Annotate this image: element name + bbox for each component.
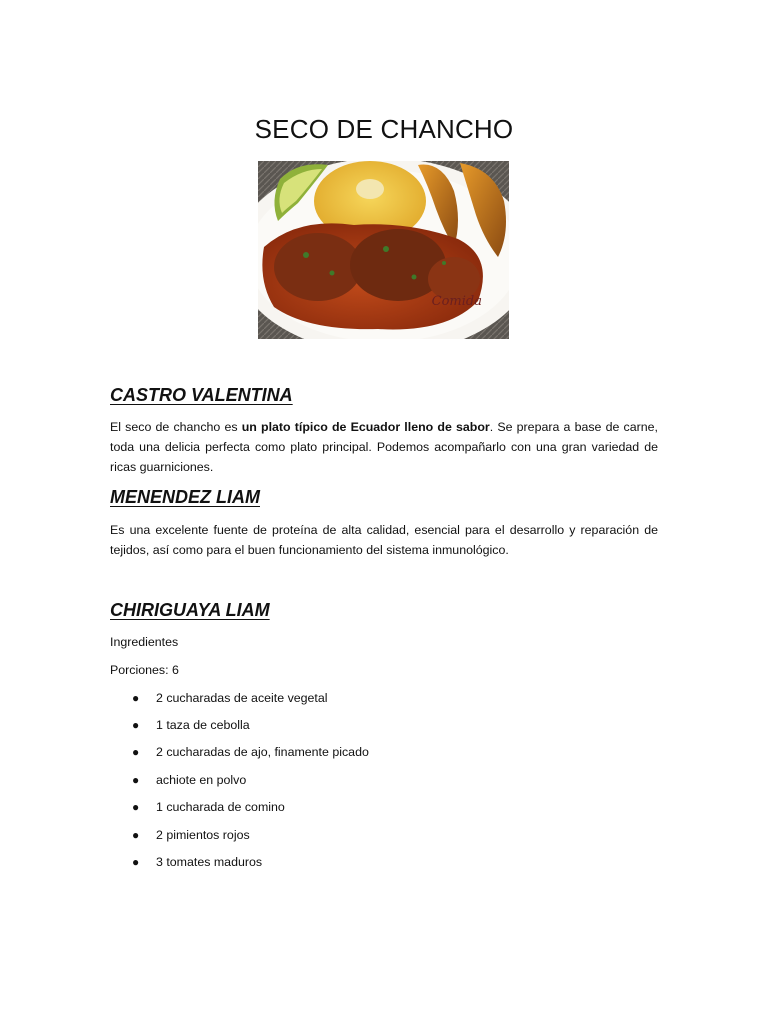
ingredient-text: 3 tomates maduros <box>156 855 263 869</box>
dish-photo <box>258 161 509 339</box>
list-item <box>132 798 285 816</box>
ingredient-text: 1 cucharada de comino <box>156 800 285 814</box>
ingredient-text: 2 cucharadas de ajo, finamente picado <box>156 745 369 759</box>
section-heading-menendez-liam: MENENDEZ LIAM <box>110 487 260 507</box>
list-item <box>132 743 369 761</box>
bullet-icon: ● <box>132 718 140 732</box>
ingredient-text: 1 taza de cebolla <box>156 718 250 732</box>
ingredient-text: achiote en polvo <box>156 773 247 787</box>
bullet-icon: ● <box>132 773 140 787</box>
section-paragraph-menendez-liam: Es una excelente fuente de proteína de alta calidad, esencial para el desarrollo y reparación de tejidos, así como para el buen funcionamiento del sistema inmunológico. <box>110 523 658 557</box>
paragraph-bold-text: un plato típico de Ecuador lleno de sabor <box>241 420 490 434</box>
section-paragraph-castro-valentina <box>110 417 658 477</box>
portions-label: Porciones: 6 <box>110 663 179 677</box>
list-item <box>132 689 328 707</box>
bullet-icon: ● <box>132 855 140 869</box>
list-item <box>132 826 250 844</box>
list-item <box>132 716 250 734</box>
list-item <box>132 853 262 871</box>
section-heading-castro-valentina: CASTRO VALENTINA <box>110 385 293 405</box>
paragraph-text-end: . Se prepara a base de carne, toda una delicia perfecta como plato principal. Podemos acompañarlo con una gran variedad de ricas guarniciones. <box>110 420 658 474</box>
ingredient-text: 2 cucharadas de aceite vegetal <box>156 691 328 705</box>
bullet-icon: ● <box>132 745 140 759</box>
ingredient-text: 2 pimientos rojos <box>156 828 250 842</box>
document-title: SECO DE CHANCHO <box>254 114 514 144</box>
bullet-icon: ● <box>132 828 140 842</box>
bullet-icon: ● <box>132 800 140 814</box>
paragraph-text-start: El seco de chancho es <box>110 420 242 434</box>
section-heading-chiriguaya-liam: CHIRIGUAYA LIAM <box>110 600 270 620</box>
watermark-text: Comida <box>431 294 482 309</box>
bullet-icon: ● <box>132 691 140 705</box>
ingredients-label: Ingredientes <box>110 635 179 649</box>
list-item <box>132 771 246 789</box>
